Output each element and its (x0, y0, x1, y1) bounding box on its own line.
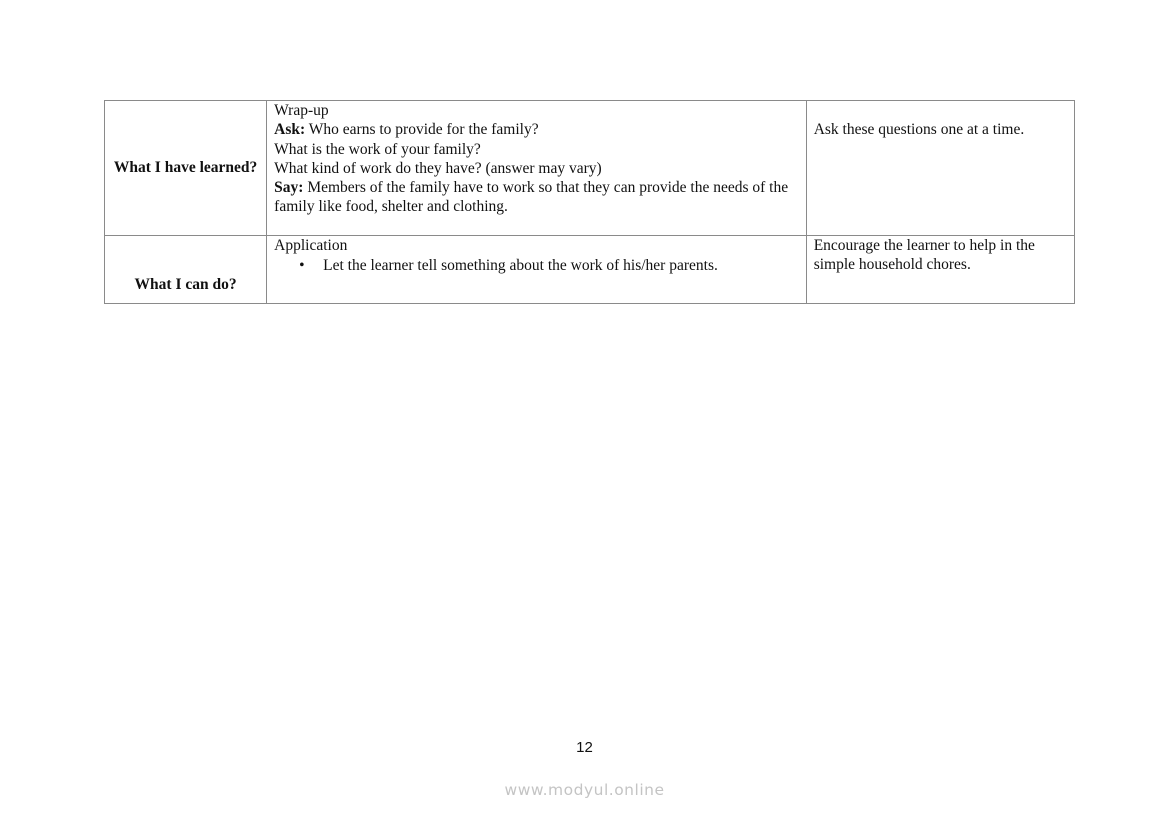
watermark: www.modyul.online (504, 781, 665, 799)
section-heading-wrap-up: Wrap-up (274, 102, 329, 119)
say-text: Members of the family have to work so that they can provide the needs of the family like food, shelter and clothing. (274, 179, 789, 216)
notes-cell-ask (806, 101, 1074, 236)
ask-label: Ask: (274, 121, 306, 139)
teacher-note: Encourage the learner to help in the simple household chores. (813, 237, 1035, 274)
table-row (105, 236, 1075, 304)
bullet-icon: • (299, 257, 305, 275)
row-label-text: What I can do? (134, 275, 237, 293)
ask-text: Who earns to provide for the family? (305, 121, 539, 139)
question-line-kind-of-work: What kind of work do they have? (answer may vary) (274, 159, 602, 177)
question-line-work: What is the work of your family? (274, 140, 481, 158)
teacher-note: Ask these questions one at a time. (813, 121, 1025, 138)
row-label-text: What I have learned? (113, 159, 258, 177)
content-cell-wrap-up (267, 101, 807, 236)
list-item (299, 256, 806, 275)
say-line (274, 178, 806, 217)
row-label-what-i-have-learned (105, 101, 267, 236)
notes-cell-encourage (806, 236, 1074, 304)
section-heading-application: Application (274, 237, 348, 254)
content-cell-application (267, 236, 807, 304)
row-label-what-i-can-do (105, 236, 267, 304)
application-bullet-list (274, 256, 806, 275)
say-label: Say: (274, 179, 304, 197)
bullet-text: Let the learner tell something about the work of his/her parents. (323, 257, 718, 275)
table-row (105, 101, 1075, 236)
ask-line (274, 120, 806, 139)
page-number: 12 (576, 739, 593, 756)
lesson-plan-table (104, 100, 1075, 304)
